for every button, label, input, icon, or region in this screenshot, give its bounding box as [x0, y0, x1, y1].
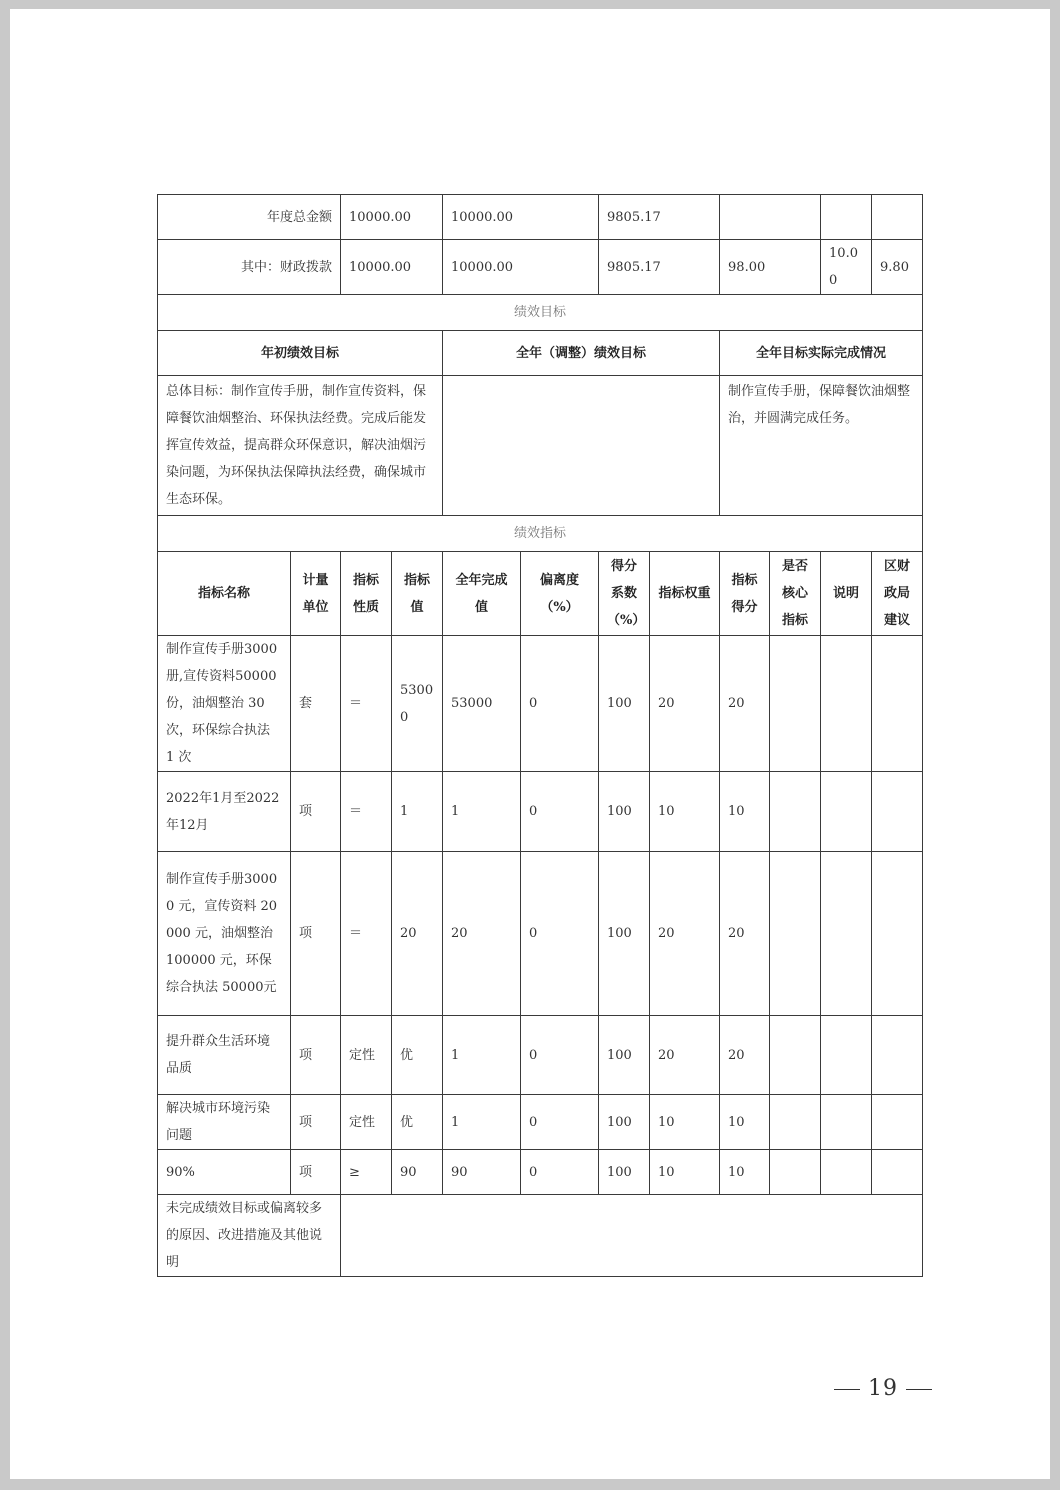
indicator-deviation: 0 — [521, 772, 599, 852]
header-weight: 指标权重 — [650, 552, 720, 636]
budget-cell: 9805.17 — [599, 195, 720, 240]
indicator-deviation: 0 — [521, 1016, 599, 1095]
indicator-score: 20 — [720, 1016, 770, 1095]
indicator-weight: 10 — [650, 1150, 720, 1195]
budget-cell: 10000.00 — [443, 240, 599, 295]
indicator-note — [821, 772, 872, 852]
performance-table — [157, 194, 923, 1277]
indicator-row — [158, 1095, 923, 1150]
budget-cell: 10.00 — [821, 240, 872, 295]
goals-header-row — [158, 331, 923, 376]
indicator-deviation: 0 — [521, 636, 599, 772]
indicator-value: 90 — [392, 1150, 443, 1195]
indicator-weight: 10 — [650, 1095, 720, 1150]
indicator-value: 53000 — [392, 636, 443, 772]
indicator-coef: 100 — [599, 1016, 650, 1095]
budget-label: 年度总金额 — [158, 195, 341, 240]
goals-header-actual: 全年目标实际完成情况 — [720, 331, 923, 376]
indicator-weight: 10 — [650, 772, 720, 852]
indicator-coef: 100 — [599, 772, 650, 852]
indicator-row — [158, 1150, 923, 1195]
indicator-name: 制作宣传手册30000 元，宣传资料 20000 元，油烟整治 100000 元，环保综合执法 50000元 — [158, 852, 291, 1016]
budget-cell: 9805.17 — [599, 240, 720, 295]
indicator-unit: 项 — [291, 1016, 341, 1095]
indicator-unit: 项 — [291, 1095, 341, 1150]
indicator-advice — [872, 772, 923, 852]
indicator-core — [770, 852, 821, 1016]
indicator-unit: 项 — [291, 852, 341, 1016]
indicator-nature: ＝ — [341, 852, 392, 1016]
indicator-unit: 项 — [291, 1150, 341, 1195]
indicator-nature: ≥ — [341, 1150, 392, 1195]
indicators-header-row — [158, 552, 923, 636]
indicator-deviation: 0 — [521, 1095, 599, 1150]
indicator-score: 10 — [720, 772, 770, 852]
budget-cell: 10000.00 — [341, 195, 443, 240]
indicator-value: 20 — [392, 852, 443, 1016]
indicator-unit: 项 — [291, 772, 341, 852]
budget-cell: 10000.00 — [443, 195, 599, 240]
indicator-note — [821, 852, 872, 1016]
indicator-name: 90% — [158, 1150, 291, 1195]
footer-label: 未完成绩效目标或偏离较多的原因、改进措施及其他说明 — [158, 1195, 341, 1277]
budget-cell — [872, 195, 923, 240]
indicator-weight: 20 — [650, 636, 720, 772]
indicator-note — [821, 1016, 872, 1095]
indicator-core — [770, 1016, 821, 1095]
indicator-core — [770, 1095, 821, 1150]
header-deviation: 偏离度（%） — [521, 552, 599, 636]
indicator-advice — [872, 1150, 923, 1195]
budget-row-total — [158, 195, 923, 240]
indicator-unit: 套 — [291, 636, 341, 772]
header-note: 说明 — [821, 552, 872, 636]
budget-cell: 98.00 — [720, 240, 821, 295]
indicator-value: 优 — [392, 1016, 443, 1095]
header-unit: 计量单位 — [291, 552, 341, 636]
footer-value — [341, 1195, 923, 1277]
goals-section-row — [158, 295, 923, 331]
budget-row-fiscal — [158, 240, 923, 295]
indicator-row — [158, 772, 923, 852]
header-name: 指标名称 — [158, 552, 291, 636]
indicator-name: 2022年1月至2022年12月 — [158, 772, 291, 852]
indicator-note — [821, 1095, 872, 1150]
indicator-weight: 20 — [650, 852, 720, 1016]
indicator-coef: 100 — [599, 1150, 650, 1195]
indicator-coef: 100 — [599, 1095, 650, 1150]
indicators-section-title: 绩效指标 — [158, 516, 923, 552]
indicator-deviation: 0 — [521, 852, 599, 1016]
indicator-nature: ＝ — [341, 636, 392, 772]
indicator-annual: 1 — [443, 1095, 521, 1150]
indicator-score: 10 — [720, 1150, 770, 1195]
indicator-value: 优 — [392, 1095, 443, 1150]
goals-content-row — [158, 376, 923, 516]
indicator-name: 解决城市环境污染问题 — [158, 1095, 291, 1150]
indicator-nature: ＝ — [341, 772, 392, 852]
indicator-score: 20 — [720, 636, 770, 772]
budget-cell: 10000.00 — [341, 240, 443, 295]
dash-right — [906, 1389, 932, 1390]
indicator-coef: 100 — [599, 636, 650, 772]
goals-adjusted-text — [443, 376, 720, 516]
header-nature: 指标性质 — [341, 552, 392, 636]
indicator-deviation: 0 — [521, 1150, 599, 1195]
budget-label: 其中：财政拨款 — [158, 240, 341, 295]
dash-left — [834, 1389, 860, 1390]
goals-header-initial: 年初绩效目标 — [158, 331, 443, 376]
indicator-note — [821, 636, 872, 772]
header-coef: 得分系数（%） — [599, 552, 650, 636]
indicator-coef: 100 — [599, 852, 650, 1016]
indicator-score: 10 — [720, 1095, 770, 1150]
page-number-text: 19 — [868, 1376, 898, 1401]
indicator-advice — [872, 636, 923, 772]
indicator-row — [158, 636, 923, 772]
goals-section-title: 绩效目标 — [158, 295, 923, 331]
indicator-annual: 1 — [443, 1016, 521, 1095]
indicator-annual: 90 — [443, 1150, 521, 1195]
indicator-nature: 定性 — [341, 1095, 392, 1150]
page-number — [826, 1376, 940, 1401]
indicator-note — [821, 1150, 872, 1195]
header-value: 指标值 — [392, 552, 443, 636]
indicator-weight: 20 — [650, 1016, 720, 1095]
budget-cell — [821, 195, 872, 240]
goals-actual-text: 制作宣传手册，保障餐饮油烟整治，并圆满完成任务。 — [720, 376, 923, 516]
indicator-score: 20 — [720, 852, 770, 1016]
budget-cell: 9.80 — [872, 240, 923, 295]
budget-cell — [720, 195, 821, 240]
indicator-advice — [872, 852, 923, 1016]
indicator-annual: 20 — [443, 852, 521, 1016]
goals-header-adjusted: 全年（调整）绩效目标 — [443, 331, 720, 376]
indicator-name: 制作宣传手册3000册,宣传资料50000份，油烟整治 30次，环保综合执法 1 次 — [158, 636, 291, 772]
indicator-annual: 53000 — [443, 636, 521, 772]
indicator-advice — [872, 1095, 923, 1150]
indicator-row — [158, 852, 923, 1016]
indicator-core — [770, 772, 821, 852]
indicator-advice — [872, 1016, 923, 1095]
indicator-annual: 1 — [443, 772, 521, 852]
header-advice: 区财政局建议 — [872, 552, 923, 636]
indicator-row — [158, 1016, 923, 1095]
indicator-core — [770, 636, 821, 772]
indicator-core — [770, 1150, 821, 1195]
header-core: 是否核心指标 — [770, 552, 821, 636]
goals-initial-text: 总体目标：制作宣传手册，制作宣传资料，保障餐饮油烟整治、环保执法经费。完成后能发挥宣传效益，提高群众环保意识，解决油烟污染问题，为环保执法保障执法经费，确保城市生态环保。 — [158, 376, 443, 516]
indicator-nature: 定性 — [341, 1016, 392, 1095]
indicator-value: 1 — [392, 772, 443, 852]
footer-explanation-row — [158, 1195, 923, 1277]
indicators-section-row — [158, 516, 923, 552]
header-annual: 全年完成值 — [443, 552, 521, 636]
header-score: 指标得分 — [720, 552, 770, 636]
indicator-name: 提升群众生活环境品质 — [158, 1016, 291, 1095]
